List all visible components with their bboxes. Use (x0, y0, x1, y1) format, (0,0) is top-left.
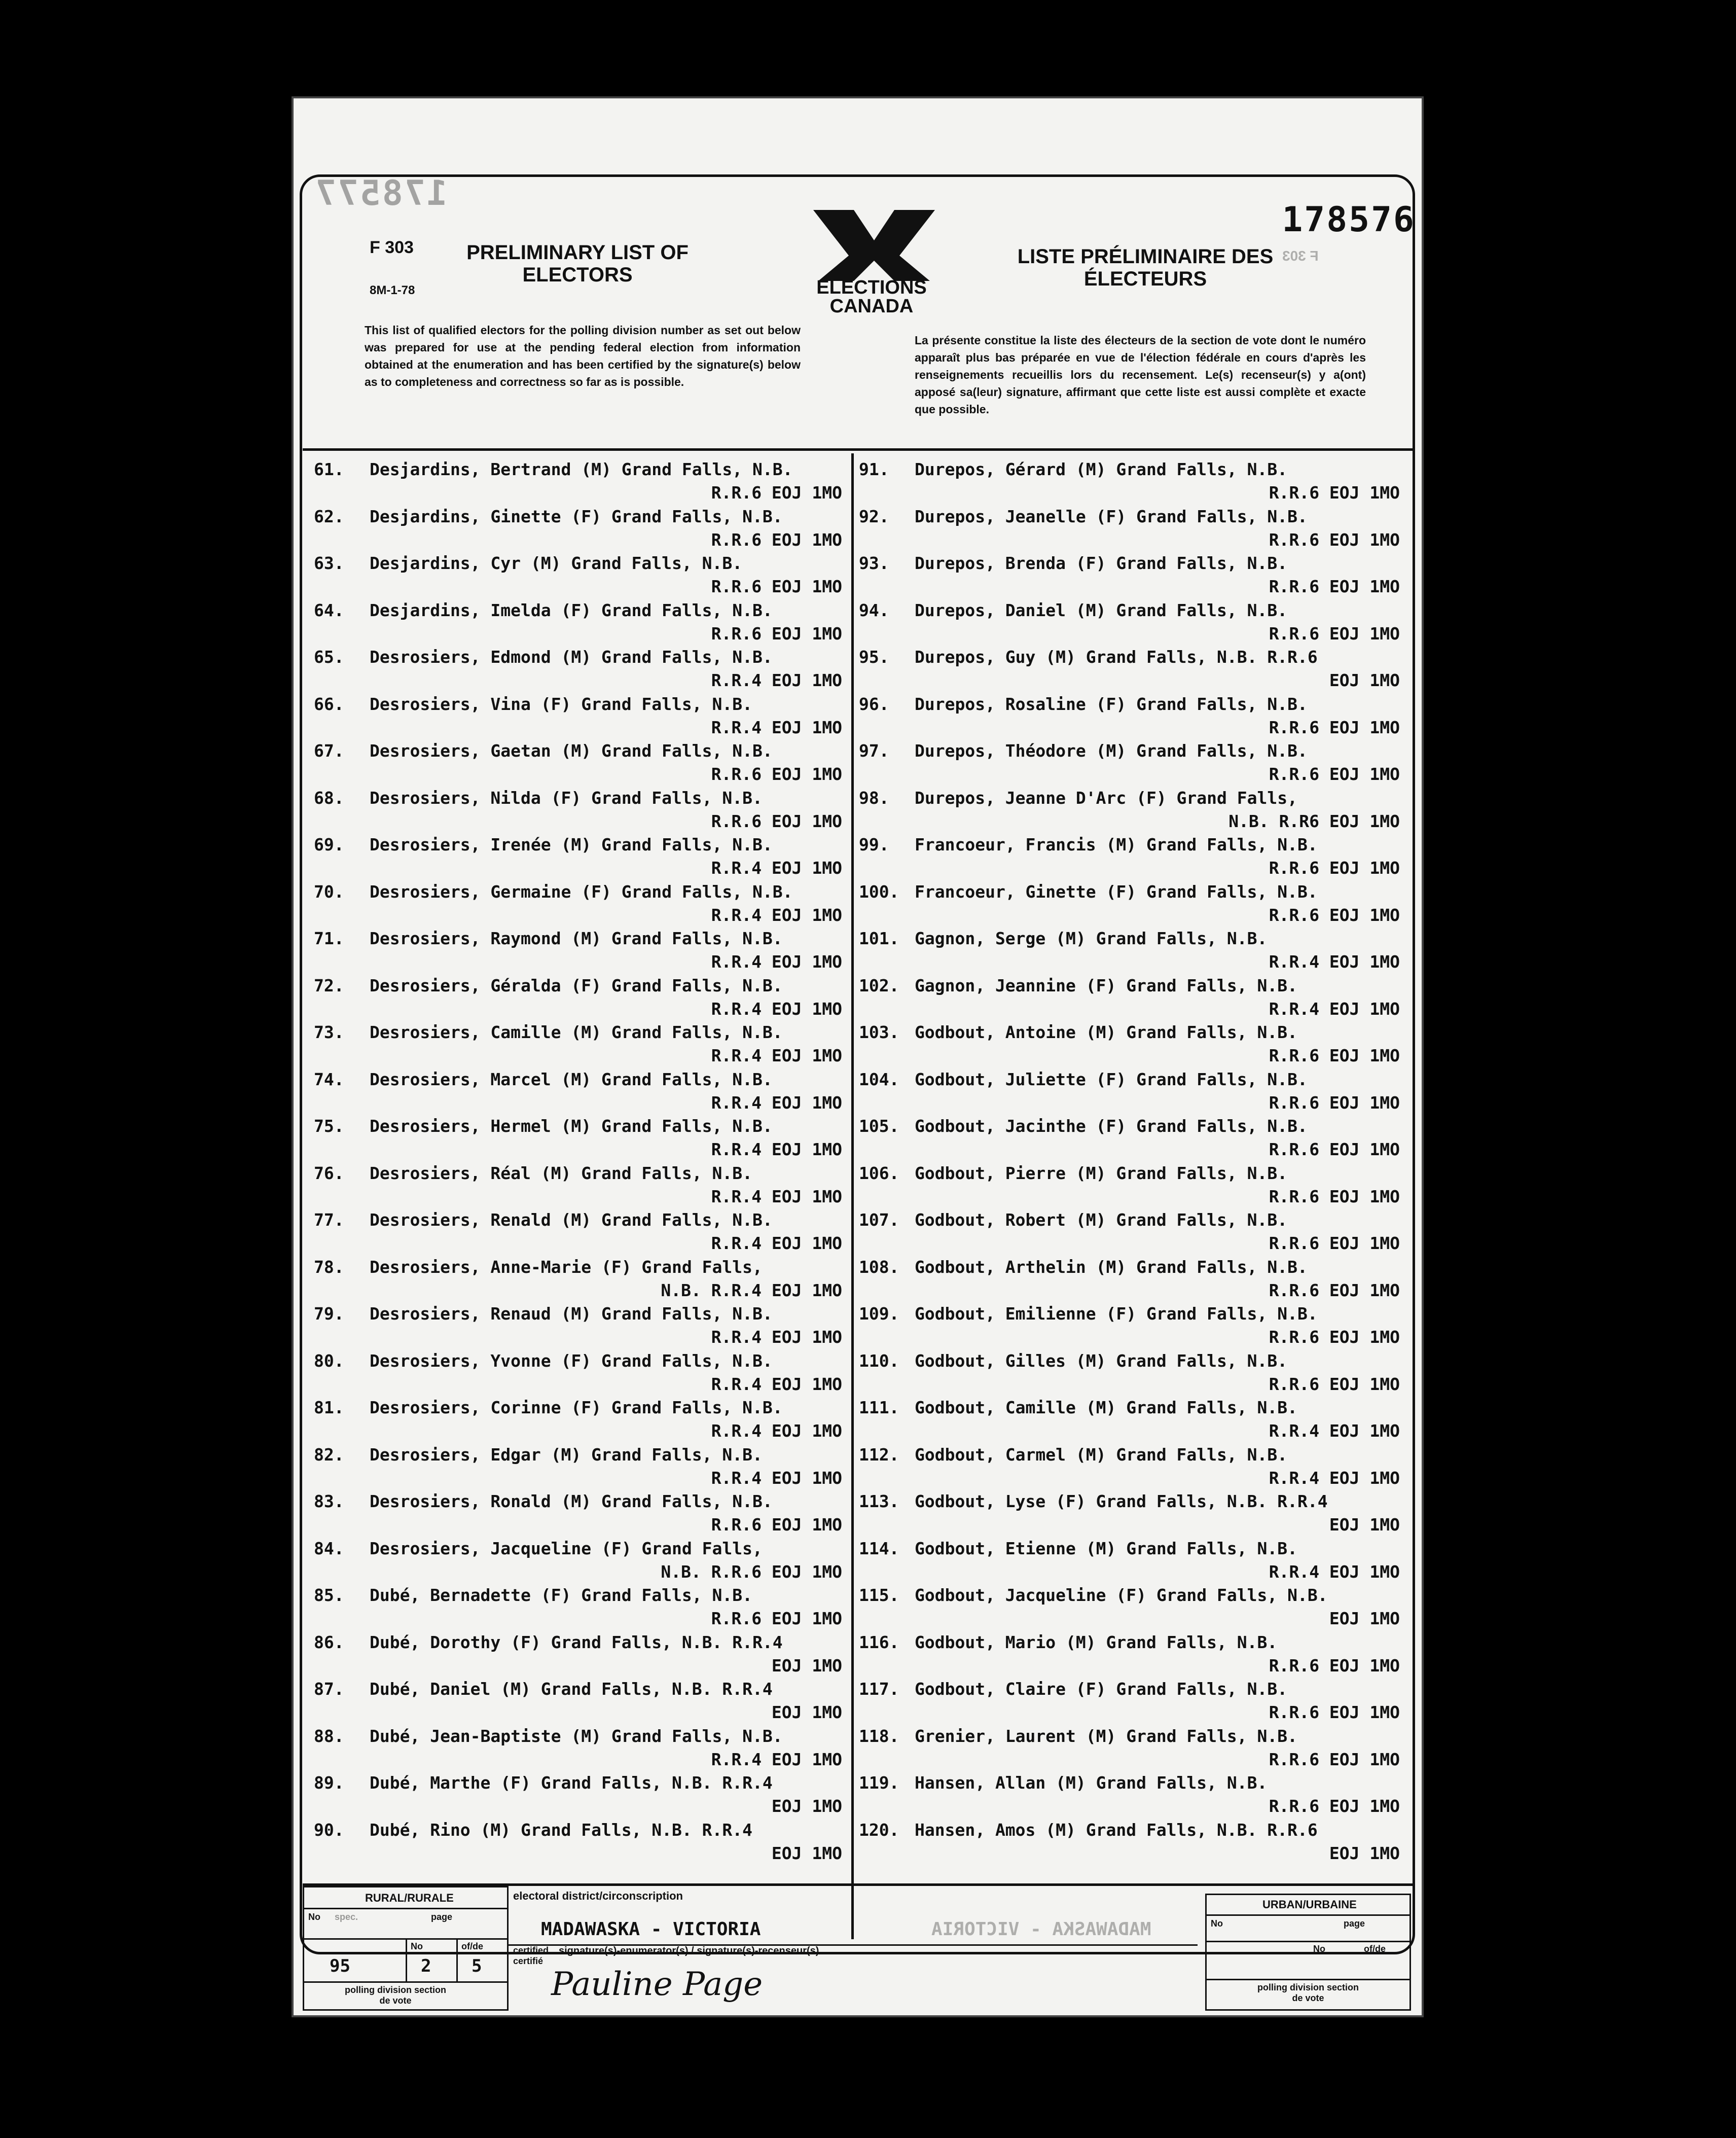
header-divider (303, 448, 1413, 451)
right-list-entry (859, 1163, 1404, 1210)
elector-address: R.R.4 EOJ 1MO (711, 905, 842, 925)
left-list-entry (314, 1398, 846, 1445)
left-list-entry (314, 694, 846, 741)
right-list-entry (859, 1304, 1404, 1351)
entry-number: 94. (859, 600, 889, 620)
elector-name: Durepos, Gérard (M) Grand Falls, N.B. (915, 459, 1288, 479)
rural-sep-1 (406, 1938, 407, 1981)
entry-number: 84. (314, 1538, 344, 1558)
elector-address: R.R.4 EOJ 1MO (711, 1468, 842, 1488)
rural-rule (304, 1908, 507, 1909)
entry-number: 92. (859, 506, 889, 526)
elector-address: R.R.6 EOJ 1MO (1269, 1749, 1400, 1769)
entry-number: 67. (314, 741, 344, 761)
elector-name: Godbout, Arthelin (M) Grand Falls, N.B. (915, 1257, 1308, 1277)
entry-number: 114. (859, 1538, 899, 1558)
left-list-entry (314, 835, 846, 882)
elector-name: Durepos, Daniel (M) Grand Falls, N.B. (915, 600, 1288, 620)
elector-name: Godbout, Lyse (F) Grand Falls, N.B. R.R.4 (915, 1491, 1328, 1511)
urban-label: URBAN/URBAINE (1262, 1898, 1357, 1911)
page-number: 2 (421, 1956, 431, 1976)
elector-name: Desrosiers, Marcel (M) Grand Falls, N.B. (370, 1069, 773, 1089)
title-french: LISTE PRÉLIMINAIRE DES ÉLECTEURS (1017, 245, 1274, 290)
elector-address: R.R.4 EOJ 1MO (1269, 999, 1400, 1019)
elector-address: R.R.4 EOJ 1MO (711, 1374, 842, 1394)
entry-number: 81. (314, 1398, 344, 1417)
urban-no-label: No (1211, 1918, 1223, 1929)
elector-name: Godbout, Robert (M) Grand Falls, N.B. (915, 1210, 1288, 1230)
entry-number: 104. (859, 1069, 899, 1089)
elector-name: Hansen, Amos (M) Grand Falls, N.B. R.R.6 (915, 1820, 1318, 1840)
urban-rule-3 (1207, 1979, 1409, 1980)
elector-address: EOJ 1MO (771, 1843, 842, 1863)
entry-number: 66. (314, 694, 344, 714)
left-list-entry (314, 788, 846, 835)
entry-number: 100. (859, 881, 899, 902)
title-english: PRELIMINARY LIST OF ELECTORS (466, 241, 689, 286)
rural-label: RURAL/RURALE (365, 1892, 454, 1904)
elector-address: R.R.6 EOJ 1MO (1269, 764, 1400, 784)
right-list-entry (859, 1210, 1404, 1257)
elector-address: R.R.4 EOJ 1MO (711, 1139, 842, 1159)
elector-name: Godbout, Carmel (M) Grand Falls, N.B. (915, 1444, 1288, 1465)
entry-number: 83. (314, 1491, 344, 1511)
elector-address: R.R.6 EOJ 1MO (711, 1609, 842, 1628)
elector-name: Francoeur, Ginette (F) Grand Falls, N.B. (915, 881, 1318, 902)
right-list-entry (859, 882, 1404, 929)
elector-address: R.R.4 EOJ 1MO (711, 717, 842, 737)
elector-address: EOJ 1MO (1329, 1843, 1400, 1863)
elector-name: Dubé, Rino (M) Grand Falls, N.B. R.R.4 (370, 1820, 752, 1840)
elector-name: Francoeur, Francis (M) Grand Falls, N.B. (915, 835, 1318, 854)
elector-address: EOJ 1MO (1329, 1515, 1400, 1535)
elector-address: N.B. R.R6 EOJ 1MO (1228, 811, 1400, 831)
urban-of-label: of/de (1364, 1944, 1386, 1954)
serial-number: 178576 (1282, 200, 1416, 240)
elector-name: Desrosiers, Anne-Marie (F) Grand Falls, (370, 1257, 763, 1277)
left-list-entry (314, 553, 846, 600)
elector-name: Godbout, Jacqueline (F) Grand Falls, N.B. (915, 1585, 1328, 1605)
elector-address: R.R.6 EOJ 1MO (711, 1515, 842, 1535)
elector-name: Desrosiers, Jacqueline (F) Grand Falls, (370, 1538, 763, 1558)
entry-number: 109. (859, 1304, 899, 1324)
elector-name: Desrosiers, Gaetan (M) Grand Falls, N.B. (370, 741, 773, 761)
left-list-entry (314, 507, 846, 554)
elector-name: Godbout, Pierre (M) Grand Falls, N.B. (915, 1163, 1288, 1183)
left-list-entry (314, 459, 846, 507)
rural-spec-label: spec. (335, 1912, 358, 1922)
elector-name: Durepos, Brenda (F) Grand Falls, N.B. (915, 553, 1288, 573)
elector-address: EOJ 1MO (1329, 1609, 1400, 1628)
elector-name: Godbout, Juliette (F) Grand Falls, N.B. (915, 1069, 1308, 1089)
entry-number: 79. (314, 1304, 344, 1324)
elector-address: R.R.4 EOJ 1MO (711, 1327, 842, 1347)
entry-number: 105. (859, 1116, 899, 1136)
elector-name: Godbout, Jacinthe (F) Grand Falls, N.B. (915, 1116, 1308, 1136)
entry-number: 62. (314, 506, 344, 526)
urban-polling-label: polling division section de vote (1257, 1982, 1359, 2003)
elector-name: Dubé, Jean-Baptiste (M) Grand Falls, N.B. (370, 1726, 783, 1746)
elector-address: R.R.4 EOJ 1MO (1269, 1561, 1400, 1582)
entry-number: 64. (314, 600, 344, 620)
entry-number: 74. (314, 1069, 344, 1089)
right-list-entry (859, 929, 1404, 976)
entry-number: 82. (314, 1444, 344, 1465)
form-code: F 303 (370, 238, 414, 257)
left-list-entry (314, 1632, 846, 1680)
elector-address: R.R.6 EOJ 1MO (1269, 529, 1400, 550)
logo-text-elections: ELECTIONS (816, 277, 927, 298)
elector-address: R.R.4 EOJ 1MO (711, 1421, 842, 1441)
district-label: electoral district/circonscription (513, 1890, 683, 1902)
entry-number: 77. (314, 1210, 344, 1230)
entry-number: 78. (314, 1257, 344, 1277)
entry-number: 118. (859, 1726, 899, 1746)
rural-no-label: No (308, 1912, 320, 1922)
elector-name: Dubé, Daniel (M) Grand Falls, N.B. R.R.4 (370, 1679, 773, 1699)
entry-number: 110. (859, 1350, 899, 1371)
entry-number: 69. (314, 835, 344, 854)
elector-name: Desrosiers, Edgar (M) Grand Falls, N.B. (370, 1444, 763, 1465)
entry-number: 115. (859, 1585, 899, 1605)
elector-address: R.R.6 EOJ 1MO (1269, 1046, 1400, 1065)
left-list-entry (314, 1116, 846, 1163)
elector-name: Godbout, Claire (F) Grand Falls, N.B. (915, 1679, 1288, 1699)
entry-number: 120. (859, 1820, 899, 1840)
entry-number: 68. (314, 788, 344, 808)
left-list-entry (314, 1163, 846, 1210)
elector-name: Durepos, Jeanelle (F) Grand Falls, N.B. (915, 506, 1308, 526)
elector-name: Godbout, Etienne (M) Grand Falls, N.B. (915, 1538, 1297, 1558)
elector-address: R.R.6 EOJ 1MO (1269, 1374, 1400, 1394)
column-divider (851, 453, 854, 1939)
elector-name: Godbout, Camille (M) Grand Falls, N.B. (915, 1398, 1297, 1417)
elector-name: Desrosiers, Edmond (M) Grand Falls, N.B. (370, 647, 773, 667)
right-list-entry (859, 835, 1404, 882)
right-list-entry (859, 1445, 1404, 1492)
right-list-entry (859, 788, 1404, 835)
elector-name: Godbout, Antoine (M) Grand Falls, N.B. (915, 1022, 1297, 1042)
entry-number: 93. (859, 553, 889, 573)
elector-name: Desrosiers, Hermel (M) Grand Falls, N.B. (370, 1116, 773, 1136)
elector-name: Desrosiers, Germaine (F) Grand Falls, N.B. (370, 881, 793, 902)
entry-number: 75. (314, 1116, 344, 1136)
entry-number: 89. (314, 1773, 344, 1793)
entry-number: 103. (859, 1022, 899, 1042)
elector-name: Godbout, Mario (M) Grand Falls, N.B. (915, 1632, 1278, 1652)
rural-box (303, 1886, 509, 2011)
elector-address: R.R.4 EOJ 1MO (1269, 952, 1400, 972)
elector-address: R.R.6 EOJ 1MO (1269, 1280, 1400, 1300)
urban-rule (1207, 1914, 1409, 1916)
left-list-entry (314, 1820, 846, 1867)
rural-sep-2 (456, 1938, 458, 1981)
right-list-entry (859, 1257, 1404, 1304)
right-list-entry (859, 1726, 1404, 1773)
rural-of-label: of/de (461, 1941, 483, 1951)
left-list-entry (314, 1445, 846, 1492)
elector-address: R.R.6 EOJ 1MO (1269, 1186, 1400, 1206)
elector-name: Dubé, Marthe (F) Grand Falls, N.B. R.R.4 (370, 1773, 773, 1793)
right-list-entry (859, 1351, 1404, 1398)
left-list-entry (314, 1304, 846, 1351)
elector-address: R.R.6 EOJ 1MO (1269, 483, 1400, 503)
signature-text: Pauline Page (551, 1966, 763, 2003)
entry-number: 102. (859, 975, 899, 995)
entry-number: 87. (314, 1679, 344, 1699)
entry-number: 97. (859, 741, 889, 761)
elector-address: R.R.6 EOJ 1MO (1269, 858, 1400, 878)
elector-name: Gagnon, Jeannine (F) Grand Falls, N.B. (915, 975, 1297, 995)
entry-number: 61. (314, 459, 344, 479)
elector-address: R.R.6 EOJ 1MO (711, 483, 842, 503)
right-list-entry (859, 1539, 1404, 1586)
notice-french: La présente constitue la liste des électeurs de la section de vote dont le numéro apparaît plus bas préparée en vue de l'élection fédérale en cours d'après les renseignements recueillis lors du recensement. Le(s) recenseur(s) y a(ont) apposé sa(leur) signature, affirmant que cette liste est aussi complète et exacte que possible. (915, 334, 1366, 416)
entry-number: 65. (314, 647, 344, 667)
right-list-entry (859, 694, 1404, 741)
left-list-entry (314, 1679, 846, 1726)
elector-name: Desrosiers, Irenée (M) Grand Falls, N.B. (370, 835, 773, 854)
elector-name: Desrosiers, Réal (M) Grand Falls, N.B. (370, 1163, 752, 1183)
polling-division-number: 95 (330, 1956, 350, 1976)
form-date: 8M-1-78 (370, 283, 415, 297)
entry-number: 111. (859, 1398, 899, 1417)
right-list-entry (859, 1632, 1404, 1680)
elector-address: R.R.6 EOJ 1MO (1269, 1327, 1400, 1347)
form-footer (303, 1883, 1413, 2015)
entry-number: 73. (314, 1022, 344, 1042)
elector-name: Desrosiers, Vina (F) Grand Falls, N.B. (370, 694, 752, 714)
urban-rule-2 (1207, 1941, 1409, 1942)
left-list-entry (314, 600, 846, 648)
elector-address: EOJ 1MO (771, 1655, 842, 1676)
rural-page-label: page (431, 1912, 453, 1922)
elector-name: Durepos, Rosaline (F) Grand Falls, N.B. (915, 694, 1308, 714)
elections-canada-logo (798, 200, 945, 316)
electors-list-page (292, 96, 1424, 2017)
electoral-district-ghost: MADAWASKA - VICTORIA (931, 1919, 1151, 1940)
entry-number: 112. (859, 1444, 899, 1465)
elector-address: R.R.6 EOJ 1MO (1269, 577, 1400, 596)
elector-name: Desjardins, Imelda (F) Grand Falls, N.B. (370, 600, 773, 620)
form-code-ghost: F 303 (1282, 248, 1319, 264)
right-list-entry (859, 1820, 1404, 1867)
entry-number: 95. (859, 647, 889, 667)
entry-number: 117. (859, 1679, 899, 1699)
electors-list-right (859, 459, 1404, 1867)
left-list-entry (314, 1351, 846, 1398)
logo-text-canada: CANADA (829, 296, 914, 316)
left-list-entry (314, 1585, 846, 1632)
entry-number: 90. (314, 1820, 344, 1840)
signature-label: signature(s)-enumerator(s) / signature(s)-recenseur(s) (559, 1945, 819, 1956)
entry-number: 85. (314, 1585, 344, 1605)
entry-number: 71. (314, 929, 344, 948)
left-list-entry (314, 1022, 846, 1070)
elector-address: R.R.6 EOJ 1MO (1269, 717, 1400, 737)
elector-address: R.R.4 EOJ 1MO (1269, 1468, 1400, 1488)
entry-number: 98. (859, 788, 889, 808)
left-list-entry (314, 976, 846, 1023)
page-total: 5 (472, 1956, 482, 1976)
elector-name: Godbout, Emilienne (F) Grand Falls, N.B. (915, 1304, 1318, 1324)
elector-address: N.B. R.R.6 EOJ 1MO (661, 1561, 842, 1582)
right-list-entry (859, 1022, 1404, 1070)
elector-name: Desrosiers, Raymond (M) Grand Falls, N.B. (370, 929, 783, 948)
rural-rule-3 (304, 1981, 507, 1983)
elector-name: Durepos, Théodore (M) Grand Falls, N.B. (915, 741, 1308, 761)
entry-number: 113. (859, 1491, 899, 1511)
elector-name: Desrosiers, Renaud (M) Grand Falls, N.B. (370, 1304, 773, 1324)
entry-number: 88. (314, 1726, 344, 1746)
elector-address: R.R.6 EOJ 1MO (711, 623, 842, 644)
left-list-entry (314, 1210, 846, 1257)
elector-name: Dubé, Bernadette (F) Grand Falls, N.B. (370, 1585, 752, 1605)
electoral-district: MADAWASKA - VICTORIA (541, 1919, 761, 1940)
elector-address: R.R.6 EOJ 1MO (1269, 1092, 1400, 1113)
urban-page-label: page (1344, 1918, 1365, 1929)
elector-name: Desrosiers, Camille (M) Grand Falls, N.B. (370, 1022, 783, 1042)
elector-name: Grenier, Laurent (M) Grand Falls, N.B. (915, 1726, 1297, 1746)
elector-name: Hansen, Allan (M) Grand Falls, N.B. (915, 1773, 1268, 1793)
right-list-entry (859, 507, 1404, 554)
entry-number: 119. (859, 1773, 899, 1793)
electors-list-left (314, 459, 846, 1867)
elector-name: Gagnon, Serge (M) Grand Falls, N.B. (915, 929, 1268, 948)
right-list-entry (859, 1116, 1404, 1163)
entry-number: 116. (859, 1632, 899, 1652)
elector-name: Durepos, Guy (M) Grand Falls, N.B. R.R.6 (915, 647, 1318, 667)
elector-name: Desrosiers, Nilda (F) Grand Falls, N.B. (370, 788, 763, 808)
elector-address: R.R.6 EOJ 1MO (711, 577, 842, 596)
right-list-entry (859, 1585, 1404, 1632)
entry-number: 86. (314, 1632, 344, 1652)
elector-address: R.R.6 EOJ 1MO (1269, 1139, 1400, 1159)
elector-address: R.R.6 EOJ 1MO (1269, 1702, 1400, 1722)
elector-name: Godbout, Gilles (M) Grand Falls, N.B. (915, 1350, 1288, 1371)
right-list-entry (859, 976, 1404, 1023)
right-list-entry (859, 600, 1404, 648)
notice-english: This list of qualified electors for the polling division number as set out below was prepared for use at the pending federal election from information obtained at the enumeration and has been certified by the signature(s) below as to completeness and correctness so far as is possible. (365, 324, 801, 388)
elector-address: R.R.6 EOJ 1MO (1269, 1233, 1400, 1253)
elector-address: R.R.4 EOJ 1MO (711, 999, 842, 1019)
right-list-entry (859, 1491, 1404, 1539)
elector-name: Desrosiers, Corinne (F) Grand Falls, N.B. (370, 1398, 783, 1417)
elector-address: R.R.4 EOJ 1MO (711, 1233, 842, 1253)
elector-address: R.R.6 EOJ 1MO (1269, 1655, 1400, 1676)
left-list-entry (314, 741, 846, 788)
entry-number: 80. (314, 1350, 344, 1371)
entry-number: 106. (859, 1163, 899, 1183)
elector-address: R.R.4 EOJ 1MO (711, 1092, 842, 1113)
elector-name: Desrosiers, Renald (M) Grand Falls, N.B. (370, 1210, 773, 1230)
elector-address: R.R.4 EOJ 1MO (711, 952, 842, 972)
entry-number: 96. (859, 694, 889, 714)
elector-address: R.R.4 EOJ 1MO (1269, 1421, 1400, 1441)
entry-number: 107. (859, 1210, 899, 1230)
elector-name: Desjardins, Bertrand (M) Grand Falls, N.B. (370, 459, 793, 479)
right-list-entry (859, 1773, 1404, 1820)
elector-name: Desrosiers, Ronald (M) Grand Falls, N.B. (370, 1491, 773, 1511)
entry-number: 91. (859, 459, 889, 479)
left-list-entry (314, 1491, 846, 1539)
right-list-entry (859, 741, 1404, 788)
serial-number-ghost: 178577 (314, 173, 448, 213)
elector-address: R.R.6 EOJ 1MO (711, 529, 842, 550)
elector-address: R.R.6 EOJ 1MO (711, 764, 842, 784)
elector-name: Desrosiers, Géralda (F) Grand Falls, N.B. (370, 975, 783, 995)
left-list-entry (314, 1257, 846, 1304)
elector-address: R.R.4 EOJ 1MO (711, 1186, 842, 1206)
elector-address: EOJ 1MO (771, 1796, 842, 1816)
elector-address: N.B. R.R.4 EOJ 1MO (661, 1280, 842, 1300)
polling-division-label: polling division section de vote (345, 1985, 447, 2006)
right-list-entry (859, 1679, 1404, 1726)
left-list-entry (314, 1539, 846, 1586)
entry-number: 63. (314, 553, 344, 573)
elector-address: EOJ 1MO (771, 1702, 842, 1722)
elector-name: Dubé, Dorothy (F) Grand Falls, N.B. R.R.4 (370, 1632, 783, 1652)
elector-address: R.R.4 EOJ 1MO (711, 858, 842, 878)
left-list-entry (314, 1726, 846, 1773)
entry-number: 70. (314, 881, 344, 902)
entry-number: 72. (314, 975, 344, 995)
right-list-entry (859, 647, 1404, 694)
elector-address: R.R.4 EOJ 1MO (711, 1046, 842, 1065)
enumerator-signature (546, 1954, 810, 2010)
left-list-entry (314, 1773, 846, 1820)
elector-address: R.R.6 EOJ 1MO (711, 811, 842, 831)
elector-address: R.R.4 EOJ 1MO (711, 1749, 842, 1769)
right-list-entry (859, 553, 1404, 600)
elector-name: Durepos, Jeanne D'Arc (F) Grand Falls, (915, 788, 1297, 808)
elector-address: R.R.6 EOJ 1MO (1269, 905, 1400, 925)
certified-label: certified certifié (513, 1945, 549, 1966)
elector-address: R.R.6 EOJ 1MO (1269, 623, 1400, 644)
left-list-entry (314, 647, 846, 694)
elector-name: Desjardins, Cyr (M) Grand Falls, N.B. (370, 553, 743, 573)
elector-name: Desrosiers, Yvonne (F) Grand Falls, N.B. (370, 1350, 773, 1371)
right-list-entry (859, 1398, 1404, 1445)
entry-number: 76. (314, 1163, 344, 1183)
right-list-entry (859, 1070, 1404, 1117)
entry-number: 108. (859, 1257, 899, 1277)
urban-box (1205, 1894, 1411, 2011)
rural-page-no-label: No (411, 1941, 423, 1951)
entry-number: 101. (859, 929, 899, 948)
logo-x-mark (813, 210, 935, 281)
elector-name: Desjardins, Ginette (F) Grand Falls, N.B. (370, 506, 783, 526)
urban-page-no-label: No (1313, 1944, 1325, 1954)
left-list-entry (314, 929, 846, 976)
elector-address: R.R.4 EOJ 1MO (711, 670, 842, 690)
elector-address: EOJ 1MO (1329, 670, 1400, 690)
left-list-entry (314, 882, 846, 929)
entry-number: 99. (859, 835, 889, 854)
left-list-entry (314, 1070, 846, 1117)
elector-address: R.R.6 EOJ 1MO (1269, 1796, 1400, 1816)
right-list-entry (859, 459, 1404, 507)
